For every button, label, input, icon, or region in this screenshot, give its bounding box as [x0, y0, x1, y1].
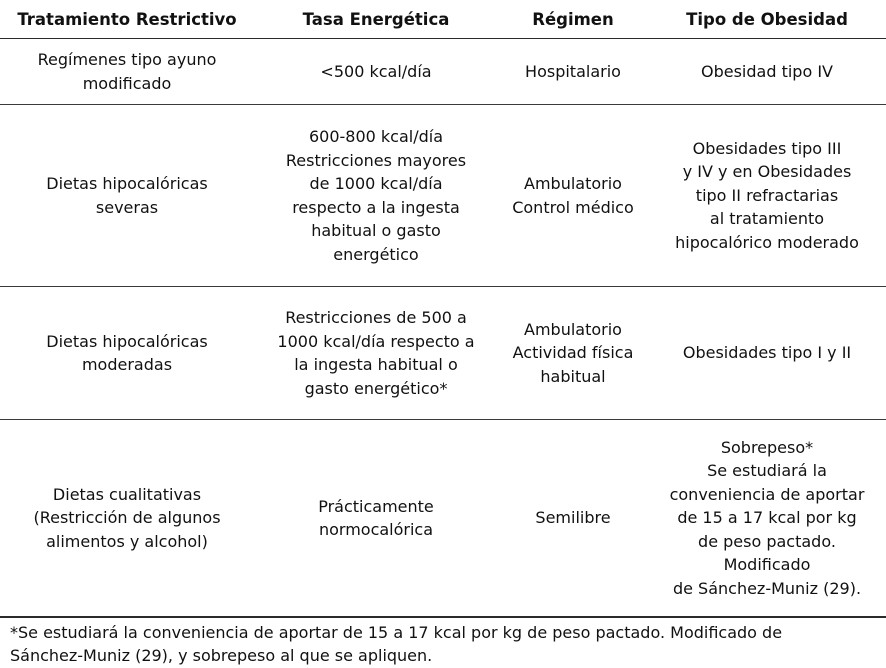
cell-treatment: Dietas hipocalóricas severas	[46, 174, 208, 217]
cell-obesity-type: Obesidad tipo IV	[701, 61, 833, 81]
cell-energy-rate: Restricciones de 500 a 1000 kcal/día respecto a la ingesta habitual o gasto energético*	[277, 308, 475, 398]
table-row	[0, 105, 886, 287]
cell-treatment: Dietas cualitativas (Restricción de algunos alimentos y alcohol)	[33, 484, 221, 551]
header-row	[0, 0, 886, 39]
cell-regimen: Ambulatorio Actividad física habitual	[512, 319, 634, 386]
cell-regimen: Ambulatorio Control médico	[512, 174, 634, 217]
table-footnote: *Se estudiará la conveniencia de aportar de 15 a 17 kcal por kg de peso pactado. Modificado de Sánchez-Muniz (29), y sobrepeso al que se apliquen.	[10, 623, 783, 665]
header-energy-rate: Tasa Energética	[254, 0, 498, 39]
cell-obesity-type: Obesidades tipo I y II	[682, 343, 852, 363]
table-header	[0, 0, 886, 39]
table-row	[0, 39, 886, 105]
cell-obesity-type: Obesidades tipo III y IV y en Obesidades tipo II refractarias al tratamiento hipocalórico moderado	[675, 138, 859, 252]
cell-energy-rate: 600-800 kcal/día Restricciones mayores de 1000 kcal/día respecto a la ingesta habitual o gasto energético	[285, 127, 467, 264]
table-body	[0, 39, 886, 618]
header-treatment: Tratamiento Restrictivo	[0, 0, 254, 39]
cell-energy-rate: Prácticamente normocalórica	[318, 496, 434, 539]
cell-treatment: Regímenes tipo ayuno modificado	[37, 50, 217, 93]
header-obesity-type: Tipo de Obesidad	[648, 0, 886, 39]
table-row	[0, 420, 886, 618]
cell-treatment: Dietas hipocalóricas moderadas	[46, 331, 208, 374]
cell-energy-rate: <500 kcal/día	[320, 61, 432, 81]
cell-regimen: Semilibre	[535, 508, 611, 528]
table-row	[0, 287, 886, 420]
cell-regimen: Hospitalario	[525, 61, 621, 81]
header-regimen: Régimen	[498, 0, 648, 39]
cell-obesity-type: Sobrepeso* Se estudiará la conveniencia de aportar de 15 a 17 kcal por kg de peso pactado. Modificado de Sánchez-Muniz (29).	[669, 437, 865, 598]
